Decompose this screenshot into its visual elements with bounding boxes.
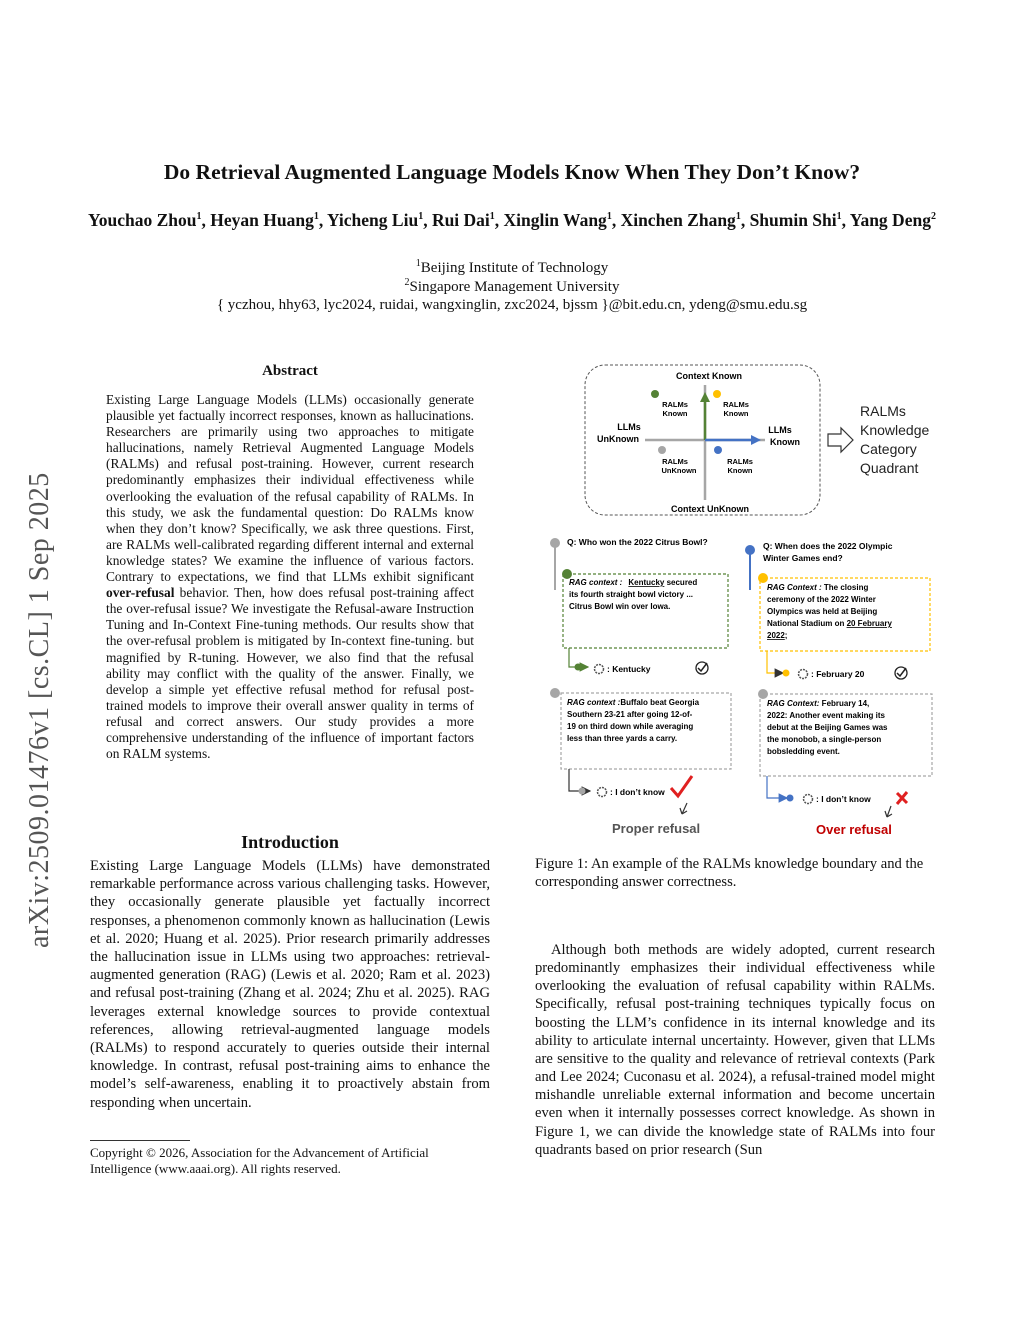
right-answer1-check-mark	[897, 668, 906, 676]
right-ctx1-text: RAG Context : The closing ceremony of the 2022 Winter Olympics was held at Beijing National Stadium on 20 February 2022;	[767, 583, 892, 640]
left-answer2: : I don’t know	[610, 787, 665, 797]
right-answer2: : I don’t know	[816, 794, 871, 804]
author: Rui Dai$^1$,	[431, 209, 504, 230]
figure-1	[535, 360, 945, 845]
hollow-arrow-icon	[828, 428, 853, 452]
left-answer1-model-icon	[595, 665, 604, 674]
right-connector-2	[767, 776, 787, 798]
author: Heyan Huang$^1$,	[210, 209, 327, 230]
quadrant-dot-tl	[651, 390, 659, 398]
left-answer1-dot	[575, 664, 582, 671]
introduction-text: Existing Large Language Models (LLMs) have demonstrated remarkable performance across various challenging tasks. However, they occasionally generate plausible yet factually incorrect responses, a phenomenon commonly known as hallucination (Lewis et al. 2020; Huang et al. 2025). Prior research primarily addresses the hallucination issue in LLMs using two approaches: retrieval-augmented generation (RAG) (Lewis et al. 2020; Ram et al. 2023) and refusal post-training (Zhang et al. 2024; Zhu et al. 2025). RAG leverages external knowledge sources to provide contextual references, allowing retrieval-augmented language models (RALMs) to respond accurately to queries outside their internal knowledge. In contrast, refusal post-training aims to enhance the model’s self-awareness, enabling it to proactively abstain from responding when uncertain.	[90, 858, 490, 1111]
right-connector-1	[767, 651, 783, 673]
left-answer2-model-icon	[598, 788, 607, 797]
copyright-notice: Copyright © 2026, Association for the Advancement of Artificial Intelligence (www.aaai.org). All rights reserved.	[90, 1145, 429, 1176]
right-answer2-dot	[787, 795, 794, 802]
axis-label-right: LLMs Known	[768, 425, 800, 447]
quadrant-side-label: RALMs Knowledge Category Quadrant	[860, 403, 930, 476]
right-ctx2-text: RAG Context: February 14, 2022: Another event making its debut at the Beijing Games was the monobob, a single-person bobsledding event.	[767, 699, 888, 756]
left-down-arrow-icon	[680, 803, 687, 814]
introduction-heading: Introduction	[241, 832, 339, 852]
left-answer1-check-mark	[698, 663, 707, 671]
quadrant-dot-tr	[713, 390, 721, 398]
right-down-arrow-icon	[885, 806, 892, 817]
quadrant-label-bl: RALMs UnKnown	[661, 457, 697, 475]
left-ctx2-text: RAG context :Buffalo beat Georgia Southern 23-21 after going 12-of- 19 on third down while averaging less than three yards a carry.	[567, 698, 700, 743]
author: Shumin Shi$^1$,	[749, 209, 850, 230]
left-connector-2	[569, 769, 590, 791]
author: Youchao Zhou$^1$,	[88, 209, 211, 230]
left-answer1: : Kentucky	[607, 664, 651, 674]
author-emails: { yczhou, hhy63, lyc2024, ruidai, wangxinglin, zxc2024, bjssm }@bit.edu.cn, ydeng@smu.edu.sg	[216, 297, 808, 313]
right-question-dot	[745, 545, 755, 555]
affiliation-2: $^2$Singapore Management University	[404, 277, 620, 295]
left-result-label: Proper refusal	[612, 821, 701, 836]
abstract-text: Existing Large Language Models (LLMs) occasionally generate plausible yet factually incorrect responses, known as hallucinations. Researchers are primarily using two approaches to mitigate hallucinations, namely Retrieval Augmented Language Models (RALMs) and refusal post-training. However, current research predominantly emphasizes their individual effectiveness while overlooking the evaluation of the refusal capability of RALMs. In this study, we ask the fundamental question: Do RALMs know when they don’t know? Specifically, we ask three questions. First, are RALMs well-calibrated regarding different internal and external knowledge states? We examine the influence of various factors. Contrary to expectations, we find that LLMs exhibit significant over-refusal behavior. Then, how does refusal post-training affect the over-refusal issue? We investigate the Refusal-aware Instruction Tuning and In-Context Fine-tuning methods. Our results show that the over-refusal problem is mitigated by In-context fine-tuning. but magnified by R-tuning. However, we also find that the refusal ability may conflict with the quality of the answer. Finally, we develop a simple yet effective refusal method for refusal post-trained models to improve their overall answer quality in terms of refusal and correct answers. Our study provides a more comprehensive understanding of the influence of important factors on RALM systems.	[106, 392, 474, 762]
axis-arrow-up	[700, 392, 710, 402]
axis-label-bottom: Context UnKnown	[671, 504, 749, 514]
body-paragraph: Although both methods are widely adopted, current research predominantly emphasizes their individual effectiveness while overlooking the evaluation of refusal capability within RALMs. Specifically, refusal post-training techniques typically focus on boosting the LLM’s confidence in its internal knowledge and its ability to articulate internal uncertainty. However, given that LLMs are sensitive to the quality and relevance of retrieval contexts (Park and Lee 2024; Cuconasu et al. 2024), a refusal-trained model might mishandle unreliable external information and become uncertain even when it internally possesses correct knowledge. As shown in Figure 1, we can divide the knowledge state of RALMs into four quadrants based on prior research (Sun	[535, 942, 935, 1158]
footnote-rule	[90, 1140, 190, 1141]
right-answer1-model-icon	[799, 670, 808, 679]
axis-label-top: Context Known	[676, 371, 742, 381]
left-ctx1-text: RAG context : Kentucky secured its fourth straight bowl victory ... Citrus Bowl win over Iowa.	[569, 578, 698, 611]
left-answer2-check-icon	[671, 776, 692, 796]
axis-arrow-right	[751, 435, 761, 445]
axis-label-left: LLMs UnKnown	[597, 422, 641, 444]
right-question: Q: When does the 2022 Olympic Winter Games end?	[763, 541, 893, 563]
right-answer1: : February 20	[811, 669, 865, 679]
author-list	[80, 205, 944, 232]
affiliation-1: $^1$Beijing Institute of Technology	[415, 258, 609, 276]
author: Yang Deng$^2$	[849, 209, 936, 230]
quadrant-label-tl: RALMs Known	[662, 400, 688, 418]
right-answer2-model-icon	[804, 795, 813, 804]
quadrant-label-br: RALMs Known	[727, 457, 753, 475]
left-question: Q: Who won the 2022 Citrus Bowl?	[567, 537, 708, 547]
quadrant-dot-br	[714, 446, 722, 454]
left-question-dot	[550, 538, 560, 548]
left-ctx2-dot	[550, 688, 560, 698]
author: Xinchen Zhang$^1$,	[620, 209, 750, 230]
paper-title: Do Retrieval Augmented Language Models Know When They Don’t Know?	[163, 160, 861, 184]
abstract-heading: Abstract	[262, 363, 318, 379]
quadrant-dot-bl	[658, 446, 666, 454]
arxiv-identifier: arXiv:2509.01476v1 [cs.CL] 1 Sep 2025	[24, 472, 55, 948]
author: Yicheng Liu$^1$,	[326, 209, 432, 230]
right-answer1-dot	[783, 670, 790, 677]
left-answer2-dot	[579, 788, 586, 795]
quadrant-label-tr: RALMs Known	[723, 400, 749, 418]
author: Xinglin Wang$^1$,	[503, 209, 621, 230]
right-result-label: Over refusal	[816, 822, 892, 837]
figure-caption: Figure 1: An example of the RALMs knowledge boundary and the corresponding answer correctness.	[535, 856, 924, 891]
right-answer2-cross-icon	[897, 792, 907, 804]
